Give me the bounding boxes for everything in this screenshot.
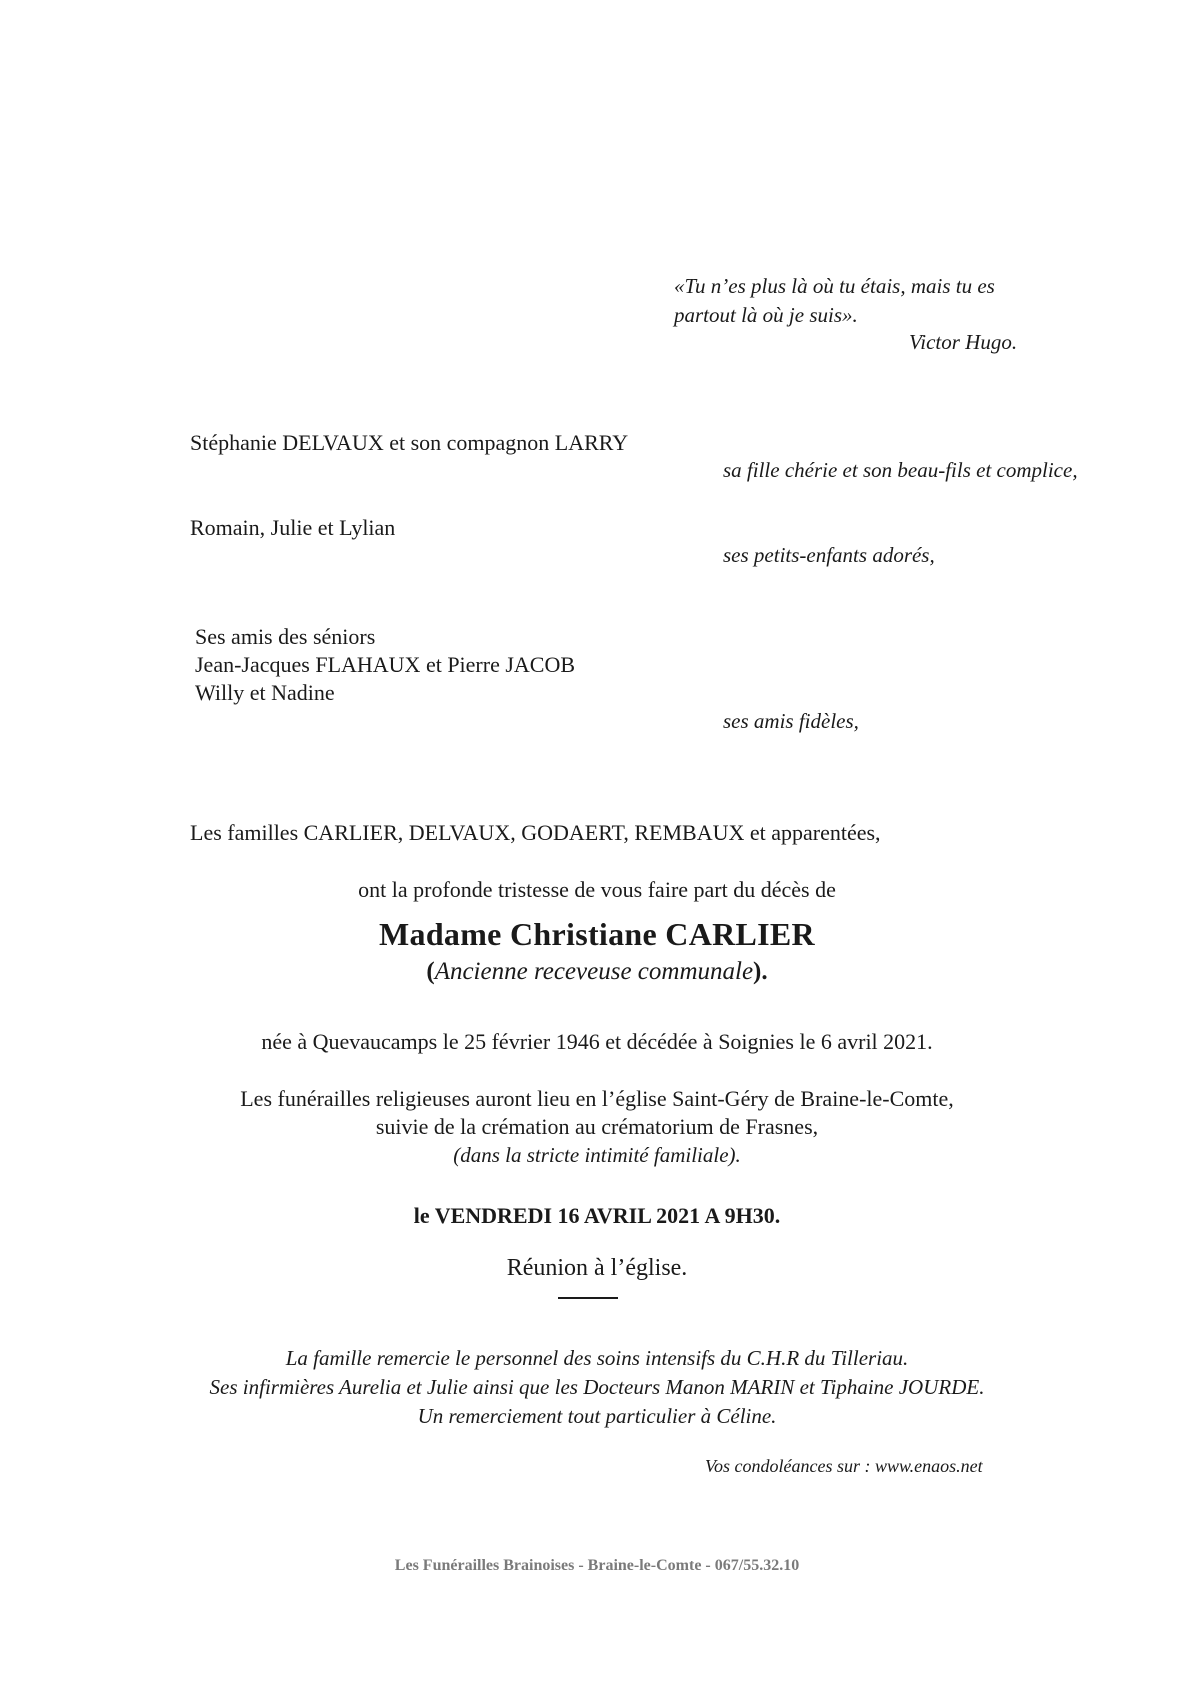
mourner-name: Ses amis des séniors	[195, 624, 376, 649]
deceased-title-text: Ancienne receveuse communale	[434, 958, 754, 985]
funeral-date-time: le VENDREDI 16 AVRIL 2021 A 9H30.	[413, 1203, 781, 1228]
thanks-line-2: Ses infirmières Aurelia et Julie ainsi que les Docteurs Manon MARIN et Tiphaine JOURDE.	[209, 1375, 985, 1399]
deceased-title: (Ancienne receveuse communale).	[426, 958, 768, 985]
funeral-line-2: suivie de la crémation au crématorium de Frasnes,	[375, 1114, 819, 1139]
thanks-line-3: Un remerciement tout particulier à Céline.	[417, 1404, 777, 1428]
mourner-name: Romain, Julie et Lylian	[190, 515, 396, 540]
mourner-name: Jean-Jacques FLAHAUX et Pierre JACOB	[195, 652, 576, 677]
thanks-line-1: La famille remercie le personnel des soins intensifs du C.H.R du Tilleriau.	[285, 1346, 909, 1370]
funeral-line-3: (dans la stricte intimité familiale).	[453, 1143, 741, 1167]
birth-death-text: née à Quevaucamps le 25 février 1946 et décédée à Soignies le 6 avril 2021.	[261, 1029, 933, 1054]
announcement-text: ont la profonde tristesse de vous faire part du décès de	[358, 877, 836, 902]
epigraph-quote	[674, 272, 995, 330]
mourner-relation: ses petits-enfants adorés,	[723, 543, 935, 567]
mourner-name: Stéphanie DELVAUX et son compagnon LARRY	[190, 430, 629, 455]
quote-line-1: «Tu n’es plus là où tu étais, mais tu es	[674, 274, 995, 298]
funeral-line-1: Les funérailles religieuses auront lieu en l’église Saint-Géry de Braine-le-Comte,	[240, 1086, 954, 1111]
condolences-link[interactable]: Vos condoléances sur : www.enaos.net	[705, 1456, 983, 1476]
families-line: Les familles CARLIER, DELVAUX, GODAERT, REMBAUX et apparentées,	[190, 820, 881, 845]
quote-author: Victor Hugo.	[909, 330, 1018, 354]
mourner-relation: ses amis fidèles,	[723, 709, 859, 733]
meeting-place: Réunion à l’église.	[506, 1255, 688, 1281]
section-divider	[558, 1297, 618, 1299]
quote-line-2: partout là où je suis».	[674, 303, 858, 327]
funeral-home-footer: Les Funérailles Brainoises - Braine-le-Comte - 067/55.32.10	[394, 1557, 800, 1574]
mourner-name: Willy et Nadine	[195, 680, 335, 705]
mourner-relation: sa fille chérie et son beau-fils et complice,	[723, 458, 1078, 482]
deceased-name: Madame Christiane CARLIER	[379, 916, 815, 952]
